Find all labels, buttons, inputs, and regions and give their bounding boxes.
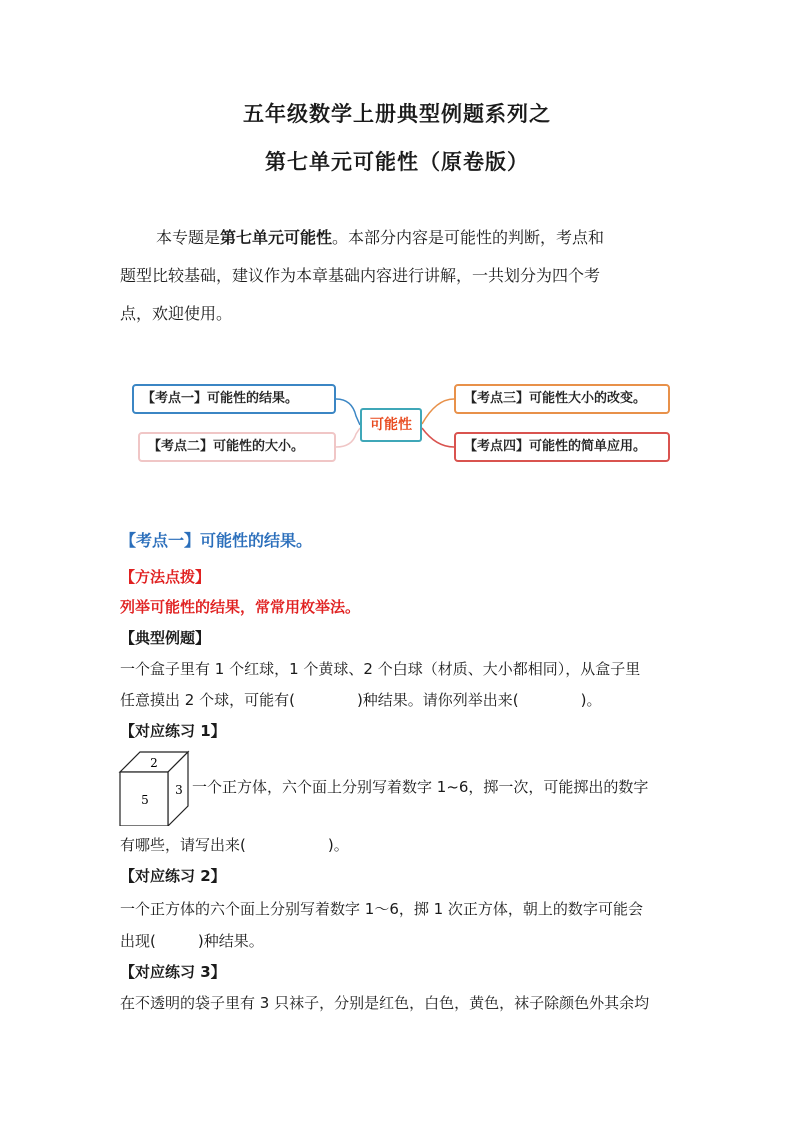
intro-paragraph (120, 219, 680, 333)
practice-1-line-1: 一个正方体，六个面上分别写着数字 1~6，掷一次，可能掷出的数字 (192, 778, 649, 796)
cube-top-number: 2 (150, 756, 158, 770)
mindmap-center-node: 可能性 (360, 408, 422, 442)
mindmap-node-3: 【考点三】可能性大小的改变。 (454, 384, 670, 414)
example-line-2: 任意摸出 2 个球，可能有( )种结果。请你列举出来( )。 (120, 691, 602, 709)
practice-3-heading: 【对应练习 3】 (120, 963, 226, 981)
cube-diagram (118, 750, 190, 826)
document-title: 五年级数学上册典型例题系列之 (243, 102, 551, 126)
example-line-1: 一个盒子里有 1 个红球，1 个黄球、2 个白球（材质、大小都相同），从盒子里 (120, 660, 641, 678)
intro-line-2: 题型比较基础，建议作为本章基础内容进行讲解，一共划分为四个考 (120, 266, 601, 285)
practice-3-line-1: 在不透明的袋子里有 3 只袜子，分别是红色，白色，黄色，袜子除颜色外其余均 (120, 994, 650, 1012)
intro-line-1: 本专题是第七单元可能性。本部分内容是可能性的判断，考点和 (156, 228, 605, 247)
practice-2-line-2: 出现( )种结果。 (120, 932, 264, 950)
example-heading: 【典型例题】 (120, 629, 211, 647)
mindmap-node-4: 【考点四】可能性的简单应用。 (454, 432, 670, 462)
mind-map (128, 376, 674, 470)
intro-line-3: 点，欢迎使用。 (120, 304, 233, 323)
practice-2-line-1: 一个正方体的六个面上分别写着数字 1～6，掷 1 次正方体，朝上的数字可能会 (120, 900, 643, 918)
mindmap-node-2: 【考点二】可能性的大小。 (138, 432, 336, 462)
practice-1-heading: 【对应练习 1】 (120, 722, 226, 740)
mindmap-node-1: 【考点一】可能性的结果。 (132, 384, 336, 414)
practice-2-heading: 【对应练习 2】 (120, 867, 226, 885)
method-text: 列举可能性的结果，常常用枚举法。 (120, 598, 361, 616)
document-subtitle: 第七单元可能性（原卷版） (265, 150, 529, 174)
section-heading: 【考点一】可能性的结果。 (120, 531, 313, 550)
cube-front-number: 5 (141, 793, 149, 807)
practice-1-line-2: 有哪些，请写出来( )。 (120, 836, 349, 854)
intro-bold-topic: 第七单元可能性 (220, 228, 333, 247)
method-heading: 【方法点拨】 (120, 568, 211, 586)
cube-right-number: 3 (175, 783, 183, 797)
